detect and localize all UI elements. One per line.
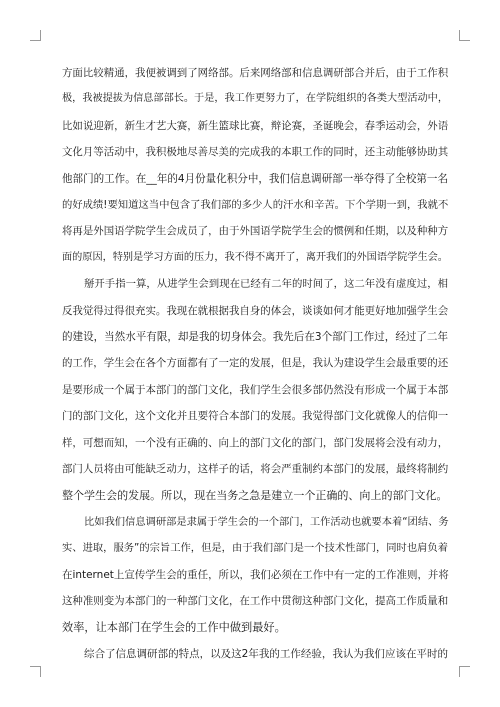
crop-mark-bottom-right	[459, 666, 470, 677]
paragraph-line: 极，我被提拔为信息部部长。于是，我工作更努力了，在学院组织的各类大型活动中，	[62, 93, 448, 105]
paragraph-3	[62, 509, 448, 641]
paragraph-line: 样，可想而知，一个没有正确的、向上的部门文化的部门，部门发展将会没有动力，	[62, 436, 449, 449]
paragraph-line: 将再是外国语学院学生会成员了，由于外国语学院学生会的惯例和任期，以及种种方	[62, 225, 449, 238]
paragraph-line: 掰开手指一算，从进学生会到现在已经有二年的时间了，这二年没有虚度过，相	[84, 278, 448, 291]
crop-mark-top-left	[30, 30, 41, 41]
paragraph-line: 是要形成一个属于本部门的部门文化，我们学生会很多部仍然没有形成一个属于本部	[62, 383, 449, 396]
document-body	[62, 60, 448, 667]
paragraph-line: 门的部门文化，这个文化并且要符合本部门的发展。我觉得部门文化就像人的信仰一	[62, 410, 449, 423]
paragraph-line: 实、进取，服务”的宗旨工作，但是，由于我们部门是一个技术性部门，同时也肩负着	[62, 542, 448, 555]
paragraph-2	[62, 271, 448, 509]
paragraph-line: 的建设，当然水平有限，却是我的切身体会。我先后在3个部门工作过，经过了二年	[62, 331, 448, 344]
paragraph-line: 效率，让本部门在学生会的工作中做到最好。	[62, 620, 286, 634]
paragraph-line: 部门人员将由可能缺乏动力，这样子的话，将会严重制约本部门的发展，最终将制约	[62, 463, 449, 476]
paragraph-line: 的工作，学生会在各个方面都有了一定的发展，但是，我认为建设学生会最重要的还	[62, 357, 449, 370]
crop-mark-bottom-left	[30, 666, 41, 677]
paragraph-4	[62, 641, 448, 667]
paragraph-line: 面的原因，特别是学习方面的压力，我不得不离开了，离开我们的外国语学院学生会。	[62, 251, 448, 263]
paragraph-line: 反我觉得过得很充实。我现在就根据我自身的体会，谈谈如何才能更好地加强学生会	[62, 304, 449, 317]
paragraph-1	[62, 60, 448, 271]
crop-mark-top-right	[459, 30, 470, 41]
paragraph-line: 整个学生会的发展。所以，现在当务之急是建立一个正确的、向上的部门文化。	[62, 488, 448, 502]
paragraph-line: 他部门的工作。在__年的4月份量化积分中，我们信息调研部一举夺得了全校第一名	[62, 172, 448, 185]
paragraph-line: 文化月等活动中，我积极地尽善尽美的完成我的本职工作的同时，还主动能够协助其	[62, 146, 449, 159]
paragraph-line: 的好成绩!要知道这当中包含了我们部的多少人的汗水和辛苦。下个学期一到，我就不	[62, 199, 449, 212]
paragraph-line: 比如我们信息调研部是隶属于学生会的一个部门，工作活动也就要本着“团结、务	[84, 515, 449, 528]
paragraph-line: 综合了信息调研部的特点，以及这2年我的工作经验，我认为我们应该在平时的	[84, 647, 448, 660]
paragraph-line: 这种准则变为本部门的一种部门文化，在工作中贯彻这种部门文化，提高工作质量和	[62, 595, 449, 608]
paragraph-line: 在internet上宣传学生会的重任，所以，我们必须在工作中有一定的工作准则，并将	[62, 568, 449, 581]
paragraph-line: 比如说迎新，新生才艺大赛，新生篮球比赛，辩论赛，圣诞晚会，春季运动会，外语	[62, 119, 449, 132]
paragraph-line: 方面比较精通，我便被调到了网络部。后来网络部和信息调研部合并后，由于工作积	[62, 67, 449, 79]
